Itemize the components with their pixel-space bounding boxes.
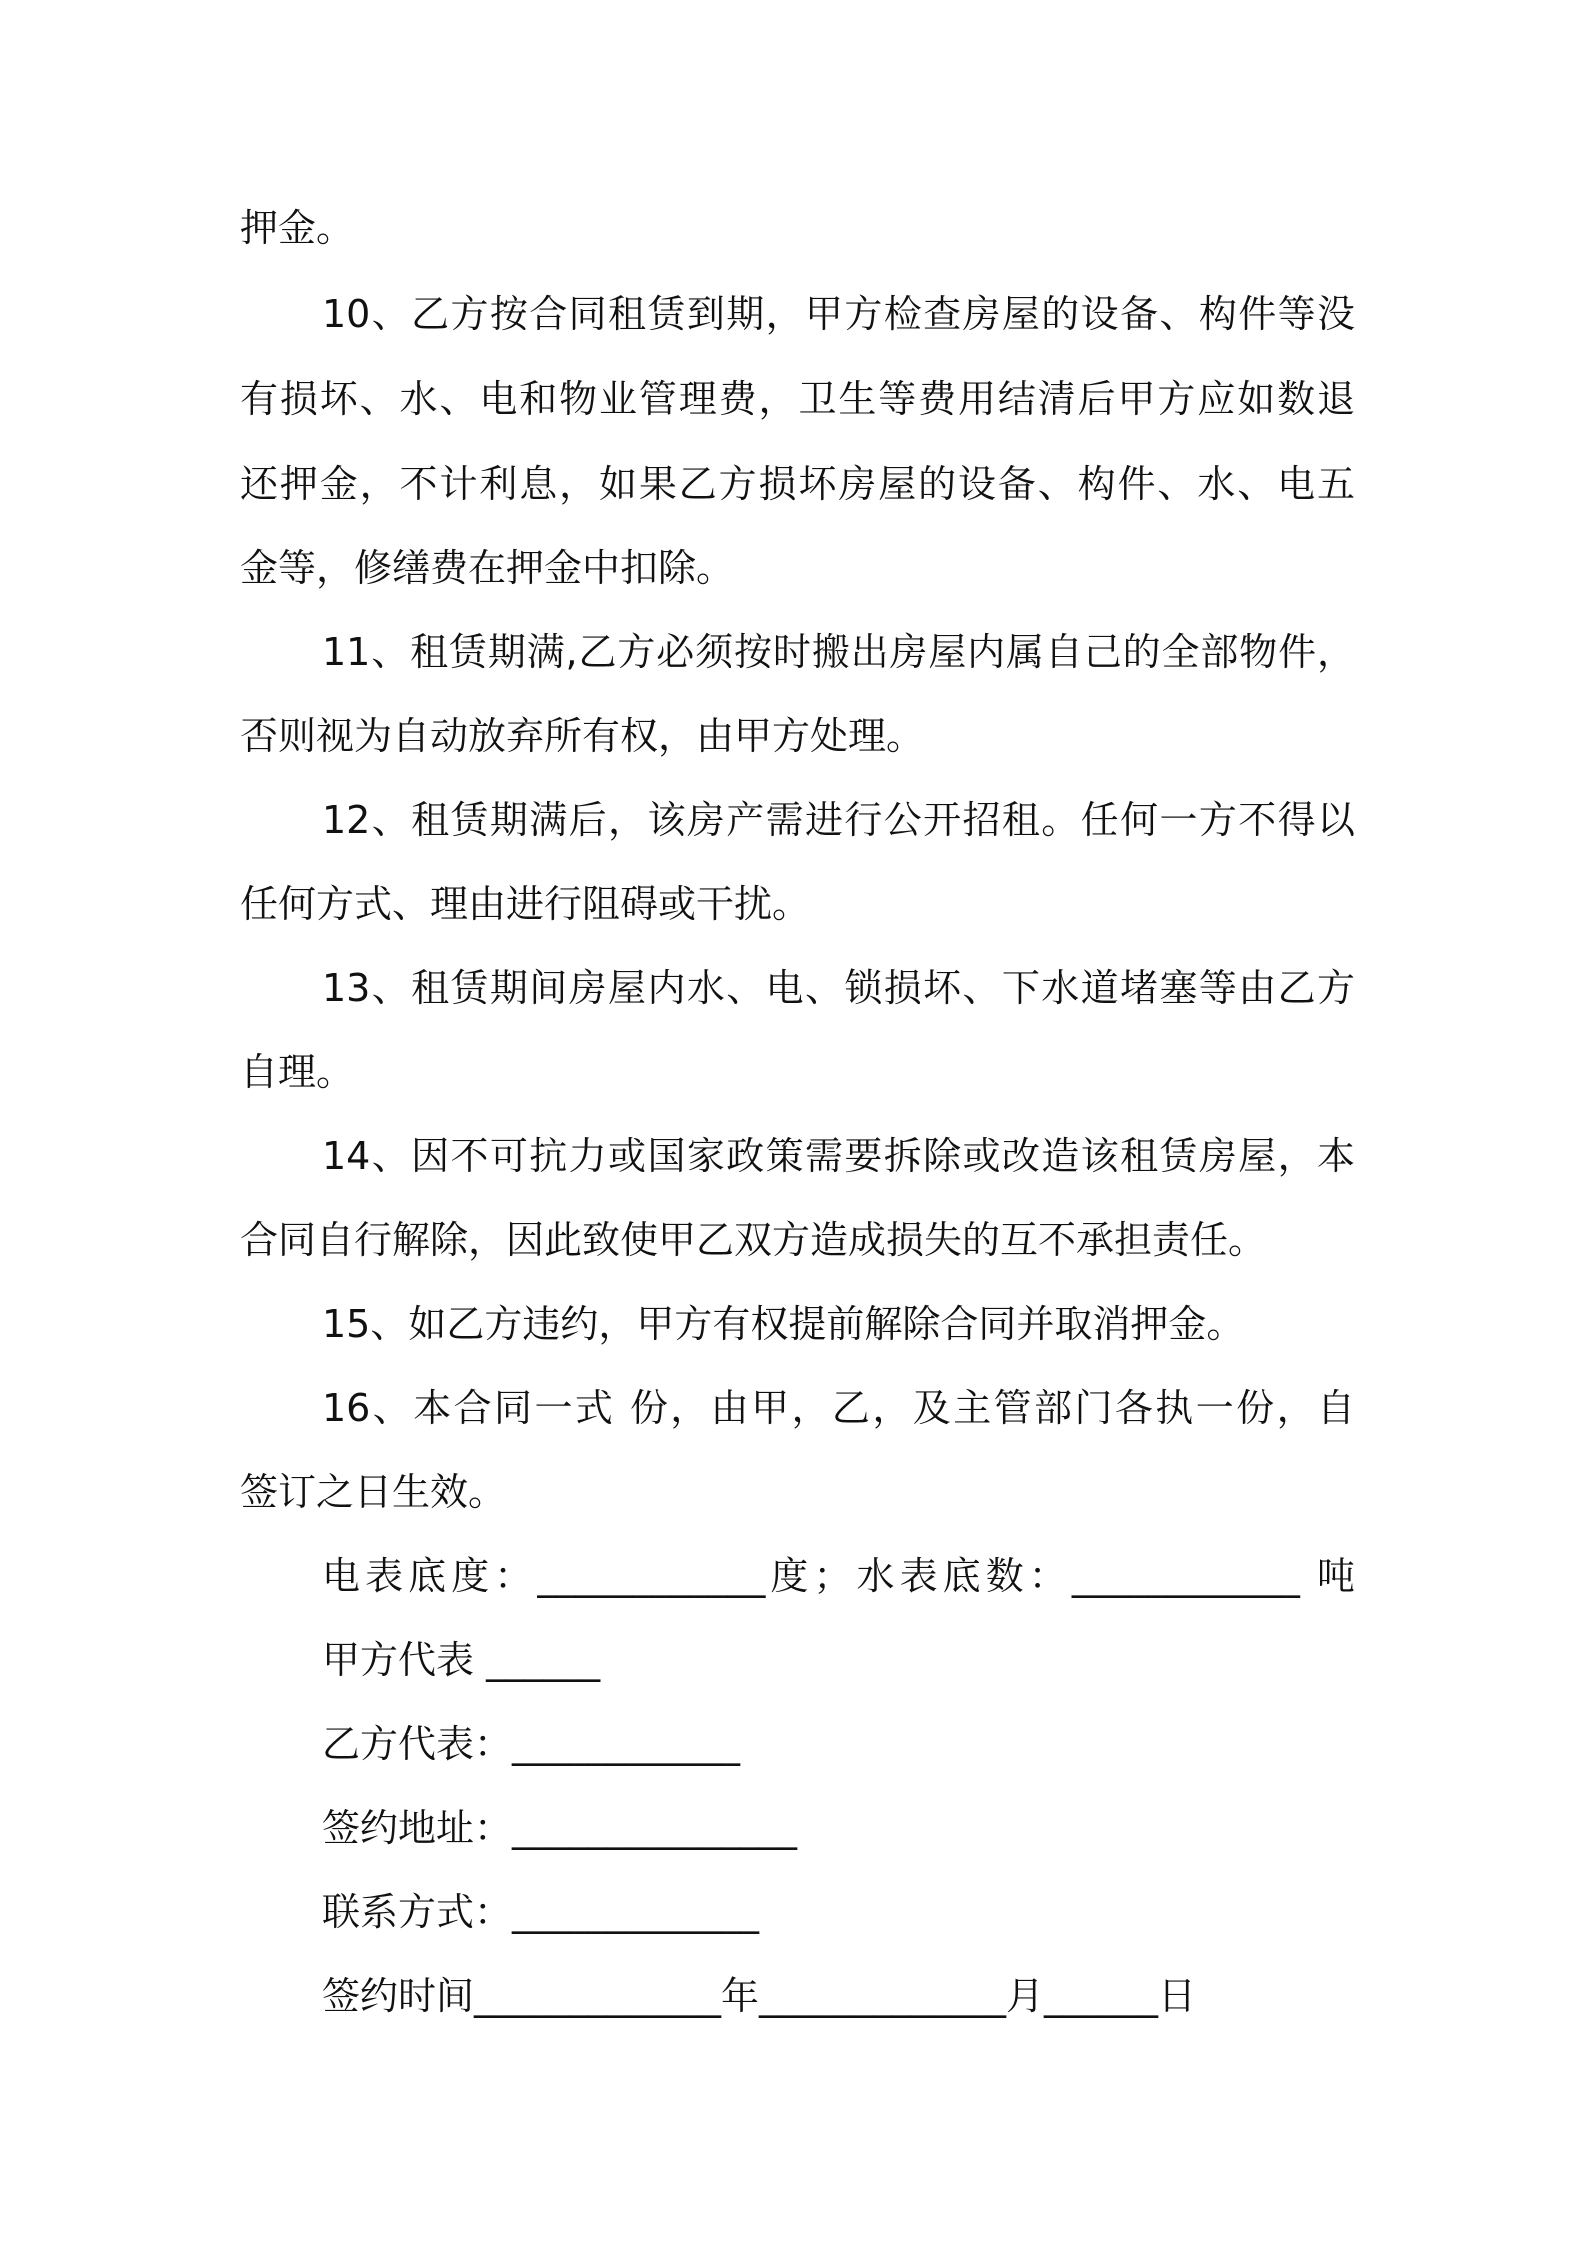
clause-10-line: 还押金，不计利息，如果乙方损坏房屋的设备、构件、水、电五 (240, 462, 1355, 506)
clause-11-line: 11、租赁期满,乙方必须按时搬出房屋内属自己的全部物件， (322, 630, 1355, 674)
party-b-signature-field: 乙方代表：____________ (322, 1722, 741, 1766)
party-a-signature-field: 甲方代表 ______ (322, 1638, 601, 1682)
clause-12-line: 任何方式、理由进行阻碍或干扰。 (240, 882, 811, 926)
clause-10-line: 10、乙方按合同租赁到期，甲方检查房屋的设备、构件等没 (322, 292, 1355, 336)
clause-16-line: 16、本合同一式 份，由甲，乙，及主管部门各执一份，自 (322, 1386, 1355, 1430)
contact-field: 联系方式：_____________ (322, 1890, 760, 1934)
clause-10-line: 有损坏、水、电和物业管理费，卫生等费用结清后甲方应如数退 (240, 377, 1355, 421)
clause-14-line: 合同自行解除，因此致使甲乙双方造成损失的互不承担责任。 (240, 1218, 1267, 1262)
paragraph-line: 押金。 (240, 206, 355, 250)
clause-15-line: 15、如乙方违约，甲方有权提前解除合同并取消押金。 (322, 1302, 1245, 1346)
clause-10-line: 金等，修缮费在押金中扣除。 (240, 546, 735, 590)
clause-14-line: 14、因不可抗力或国家政策需要拆除或改造该租赁房屋，本 (322, 1134, 1355, 1178)
clause-16-line: 签订之日生效。 (240, 1470, 507, 1514)
signing-address-field: 签约地址：_______________ (322, 1806, 798, 1850)
clause-13-line: 13、租赁期间房屋内水、电、锁损坏、下水道堵塞等由乙方 (322, 966, 1355, 1010)
clause-11-line: 否则视为自动放弃所有权，由甲方处理。 (240, 714, 925, 758)
meter-reading-field: 电表底度：____________度；水表底数：____________ 吨 (322, 1554, 1355, 1598)
signing-date-field: 签约时间_____________年_____________月______日 (322, 1974, 1197, 2018)
clause-12-line: 12、租赁期满后，该房产需进行公开招租。任何一方不得以 (322, 798, 1355, 842)
clause-13-line: 自理。 (240, 1050, 355, 1094)
